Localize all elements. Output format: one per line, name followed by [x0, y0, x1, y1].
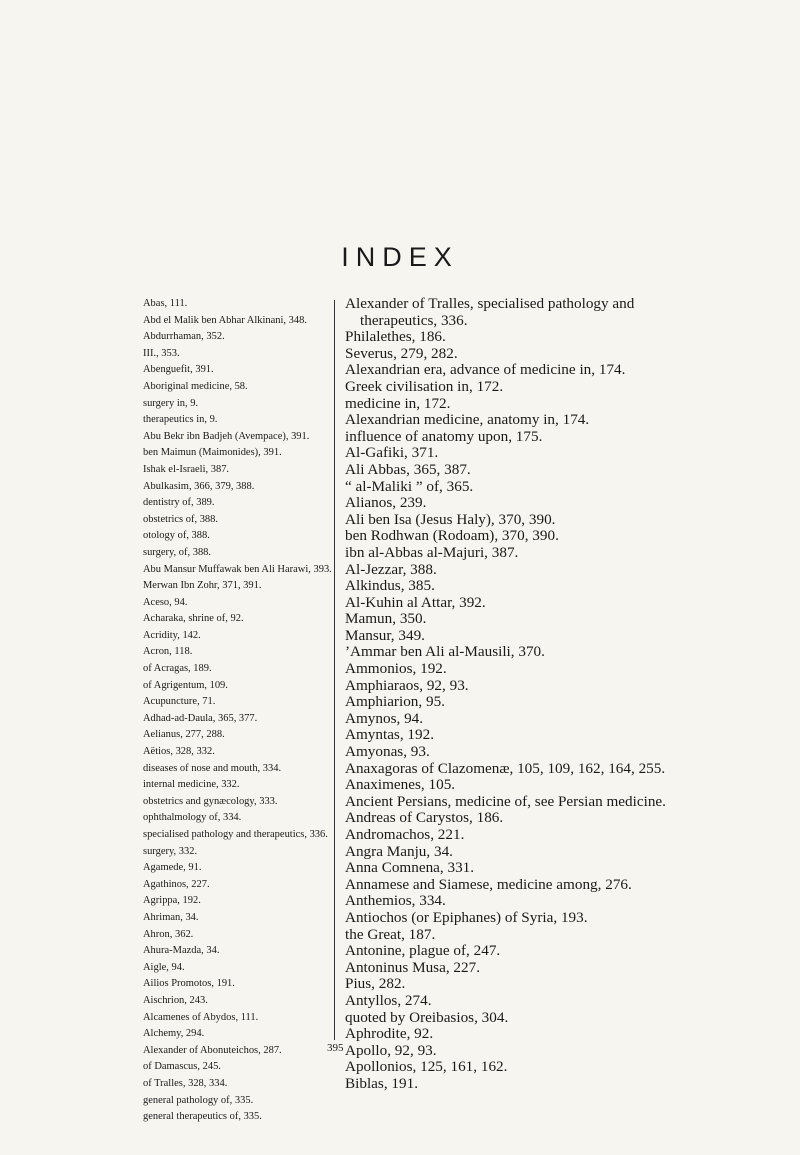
index-entry: Acupuncture, 71.: [143, 696, 216, 708]
index-entry: Amyonas, 93.: [345, 743, 430, 761]
index-entry: Aëtios, 328, 332.: [143, 746, 215, 758]
index-entry: Biblas, 191.: [345, 1074, 418, 1092]
index-entry: Ali Abbas, 365, 387.: [345, 460, 471, 478]
index-entry: Abas, 111.: [143, 298, 188, 309]
index-entry: Alexander of Abonuteichos, 287.: [143, 1044, 282, 1056]
index-entry: Aceso, 94.: [143, 596, 188, 608]
index-entry: Abdurrhaman, 352.: [143, 331, 225, 343]
page-title: INDEX: [341, 242, 459, 272]
index-entry: Alexandrian medicine, anatomy in, 174.: [345, 411, 590, 429]
index-entry: Antoninus Musa, 227.: [345, 958, 481, 976]
index-entry: Antonine, plague of, 247.: [345, 942, 501, 960]
index-entry: Alcamenes of Abydos, 111.: [143, 1011, 259, 1023]
index-entry: Al-Jezzar, 388.: [345, 560, 437, 578]
index-entry: diseases of nose and mouth, 334.: [143, 762, 282, 774]
index-entry: surgery, of, 388.: [143, 546, 212, 558]
index-entry: of Damascus, 245.: [143, 1061, 221, 1073]
index-entry: influence of anatomy upon, 175.: [345, 427, 543, 445]
index-entry: obstetrics of, 388.: [143, 513, 219, 525]
index-entry: Mansur, 349.: [345, 626, 425, 644]
index-entry: Acron, 118.: [143, 646, 193, 658]
index-entry: Adhad-ad-Daula, 365, 377.: [143, 712, 258, 724]
index-entry: Anaxagoras of Clazomenæ, 105, 109, 162, 164, 255.: [345, 759, 666, 777]
index-entry: medicine in, 172.: [345, 394, 451, 412]
index-entry: Abu Bekr ibn Badjeh (Avempace), 391.: [143, 430, 310, 442]
index-entry: Al-Kuhin al Attar, 392.: [345, 593, 486, 611]
index-entry: internal medicine, 332.: [143, 779, 240, 791]
index-entry: Ahron, 362.: [143, 928, 194, 940]
index-entry: Al-Gafiki, 371.: [345, 444, 439, 462]
index-entry: obstetrics and gynæcology, 333.: [143, 795, 278, 807]
index-entry: Alkindus, 385.: [345, 577, 435, 595]
index-entry: Anaximenes, 105.: [345, 776, 456, 794]
index-entry: surgery in, 9.: [143, 397, 199, 409]
index-entry: Ancient Persians, medicine of, see Persian medicine.: [345, 792, 666, 810]
index-entry: of Agrigentum, 109.: [143, 679, 228, 691]
index-entry: Antyllos, 274.: [345, 991, 432, 1009]
index-entry: of Acragas, 189.: [143, 663, 212, 675]
index-entry: Apollo, 92, 93.: [345, 1041, 437, 1059]
index-entry: Abu Mansur Muffawak ben Ali Harawi, 393.: [143, 563, 332, 575]
index-entry: general therapeutics of, 335.: [143, 1111, 262, 1123]
page-number: 395: [327, 1042, 344, 1054]
index-entry: dentistry of, 389.: [143, 497, 215, 509]
index-entry: Agamede, 91.: [143, 862, 202, 874]
index-entry: Amphiarion, 95.: [345, 693, 445, 711]
index-entry: Alianos, 239.: [345, 494, 427, 512]
index-entry: Severus, 279, 282.: [345, 344, 458, 362]
index-entry: Antiochos (or Epiphanes) of Syria, 193.: [345, 908, 588, 926]
index-entry: Aphrodite, 92.: [345, 1025, 434, 1043]
index-entry: Ahriman, 34.: [143, 911, 199, 923]
index-entry: Ammonios, 192.: [345, 660, 447, 678]
index-entry: III., 353.: [143, 347, 180, 359]
index-entry: Anna Comnena, 331.: [345, 859, 475, 877]
index-entry: Acridity, 142.: [143, 629, 201, 641]
index-entry: ophthalmology of, 334.: [143, 812, 242, 824]
index-entry: Agathinos, 227.: [143, 878, 210, 890]
index-entry: Alexander of Tralles, specialised pathology and therapeutics, 336.: [345, 295, 635, 329]
index-entry: Alchemy, 294.: [143, 1028, 205, 1040]
index-entry: surgery, 332.: [143, 845, 198, 857]
index-entry: Annamese and Siamese, medicine among, 276.: [345, 875, 632, 893]
index-entry: Ailios Promotos, 191.: [143, 978, 235, 990]
index-entry: general pathology of, 335.: [143, 1094, 254, 1106]
index-entry: ben Maimun (Maimonides), 391.: [143, 447, 282, 459]
index-entry: Abenguefit, 391.: [143, 364, 214, 376]
index-entry: therapeutics in, 9.: [143, 414, 218, 426]
index-entry: Ali ben Isa (Jesus Haly), 370, 390.: [345, 510, 556, 528]
index-entry: ibn al-Abbas al-Majuri, 387.: [345, 543, 519, 561]
index-entry: Andreas of Carystos, 186.: [345, 809, 504, 827]
index-entry: Amphiaraos, 92, 93.: [345, 676, 469, 694]
column-divider: [334, 300, 335, 1040]
index-entry: Aelianus, 277, 288.: [143, 729, 225, 741]
index-entry: Amyntas, 192.: [345, 726, 435, 744]
index-entry: Ahura-Mazda, 34.: [143, 945, 220, 957]
index-entry: Aboriginal medicine, 58.: [143, 380, 248, 392]
index-entry: “ al-Maliki ” of, 365.: [345, 477, 474, 495]
index-entry: Aischrion, 243.: [143, 994, 208, 1006]
index-entry: Agrippa, 192.: [143, 895, 201, 907]
index-entry: Angra Manju, 34.: [345, 842, 453, 860]
index-entry: Anthemios, 334.: [345, 892, 446, 910]
index-entry: ’Ammar ben Ali al-Mausili, 370.: [345, 643, 545, 661]
index-entry: Philalethes, 186.: [345, 328, 446, 346]
index-entry: Apollonios, 125, 161, 162.: [345, 1058, 508, 1076]
index-entry: specialised pathology and therapeutics, 336.: [143, 829, 328, 840]
index-entry: Alexandrian era, advance of medicine in, 174.: [345, 361, 626, 379]
index-entry: Greek civilisation in, 172.: [345, 377, 504, 395]
index-entry: Aigle, 94.: [143, 961, 185, 973]
index-entry: Ishak el-Israeli, 387.: [143, 463, 230, 475]
index-entry: Merwan Ibn Zohr, 371, 391.: [143, 580, 262, 592]
index-entry: the Great, 187.: [345, 925, 436, 943]
index-entry: ben Rodhwan (Rodoam), 370, 390.: [345, 527, 559, 545]
index-column-right: [345, 296, 680, 1093]
index-entry: Mamun, 350.: [345, 610, 427, 628]
index-entry: Abulkasim, 366, 379, 388.: [143, 480, 255, 492]
index-entry: Andromachos, 221.: [345, 826, 465, 843]
index-entry: Abd el Malik ben Abhar Alkinani, 348.: [143, 314, 307, 326]
index-entry: otology of, 388.: [143, 530, 210, 542]
index-entry: Pius, 282.: [345, 975, 406, 993]
index-entry: quoted by Oreibasios, 304.: [345, 1008, 509, 1026]
index-entry: Acharaka, shrine of, 92.: [143, 613, 244, 625]
index-entry: Amynos, 94.: [345, 709, 424, 727]
index-entry: of Tralles, 328, 334.: [143, 1077, 228, 1089]
